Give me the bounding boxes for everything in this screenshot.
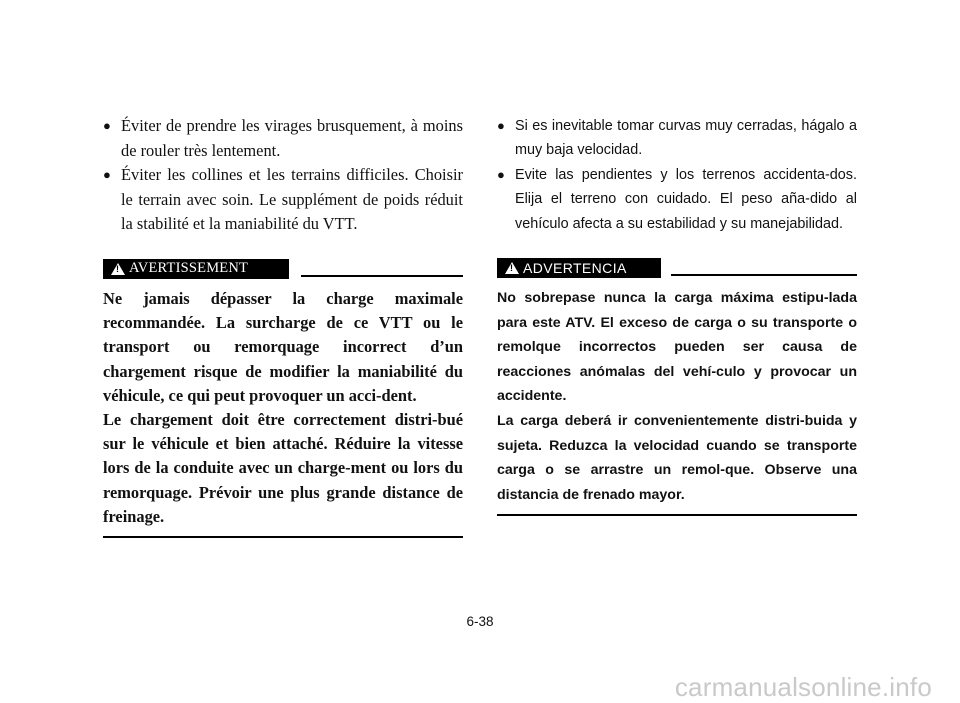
warning-triangle-icon <box>111 263 125 275</box>
bullet-text: Si es inevitable tomar curvas muy cerradas, hágalo a muy baja velocidad. <box>515 118 857 159</box>
warning-header-rule <box>301 275 463 277</box>
warning-end-rule <box>103 536 463 538</box>
watermark: carmanualsonline.info <box>674 672 932 702</box>
warning-badge <box>497 258 661 278</box>
list-item <box>103 114 463 163</box>
warning-paragraph: Ne jamais dépasser la charge maximale recommandée. La surcharge de ce VTT ou le transport ou remorquage incorrect d’un chargement risque de modifier la maniabilité du véhicule, ce qui peut provoquer un acci-dent. <box>103 288 463 405</box>
warning-paragraph: No sobrepase nunca la carga máxima estipu-lada para este ATV. El exceso de carga o su transporte o remolque incorrectos pueden ser causa de reacciones anómalas del vehí-culo y provocar un accidente. <box>497 290 857 405</box>
page-number: 6-38 <box>466 614 494 629</box>
warning-badge <box>103 259 289 279</box>
warning-triangle-icon <box>505 262 519 274</box>
bullet-icon: ● <box>103 167 111 183</box>
warning-header-rule <box>671 274 857 276</box>
list-item <box>103 163 463 237</box>
warning-header <box>497 258 857 280</box>
french-column <box>103 114 463 538</box>
bullet-text: Éviter les collines et les terrains difficiles. Choisir le terrain avec soin. Le supplément de poids réduit la stabilité et la maniabilité du VTT. <box>121 165 463 234</box>
warning-body <box>103 287 463 529</box>
bullet-text: Evite las pendientes y los terrenos accidenta-dos. Elija el terreno con cuidado. El peso aña-dido al vehículo afecta a su estabilidad y su manejabilidad. <box>515 166 857 232</box>
warning-label: AVERTISSEMENT <box>129 260 249 277</box>
warning-body <box>497 286 857 507</box>
french-bullet-list <box>103 114 463 237</box>
list-item <box>497 114 857 163</box>
bullet-text: Éviter de prendre les virages brusquement, à moins de rouler très lentement. <box>121 116 463 160</box>
warning-paragraph: Le chargement doit être correctement distri-bué sur le véhicule et bien attaché. Réduire la vitesse lors de la conduite avec un charge-ment ou lors du remorquage. Prévoir une plus grande distance de freinage. <box>103 409 463 526</box>
warning-header <box>103 259 463 281</box>
spanish-bullet-list <box>497 114 857 236</box>
bullet-icon: ● <box>497 118 505 133</box>
warning-paragraph: La carga deberá ir convenientemente distri-buida y sujeta. Reduzca la velocidad cuando se transporte carga o se arrastre un remol-que. Observe una distancia de frenado mayor. <box>497 413 857 503</box>
spanish-column <box>497 114 857 516</box>
list-item <box>497 163 857 236</box>
bullet-icon: ● <box>497 166 505 182</box>
bullet-icon: ● <box>103 118 111 133</box>
warning-label: ADVERTENCIA <box>523 260 627 277</box>
warning-end-rule <box>497 514 857 516</box>
